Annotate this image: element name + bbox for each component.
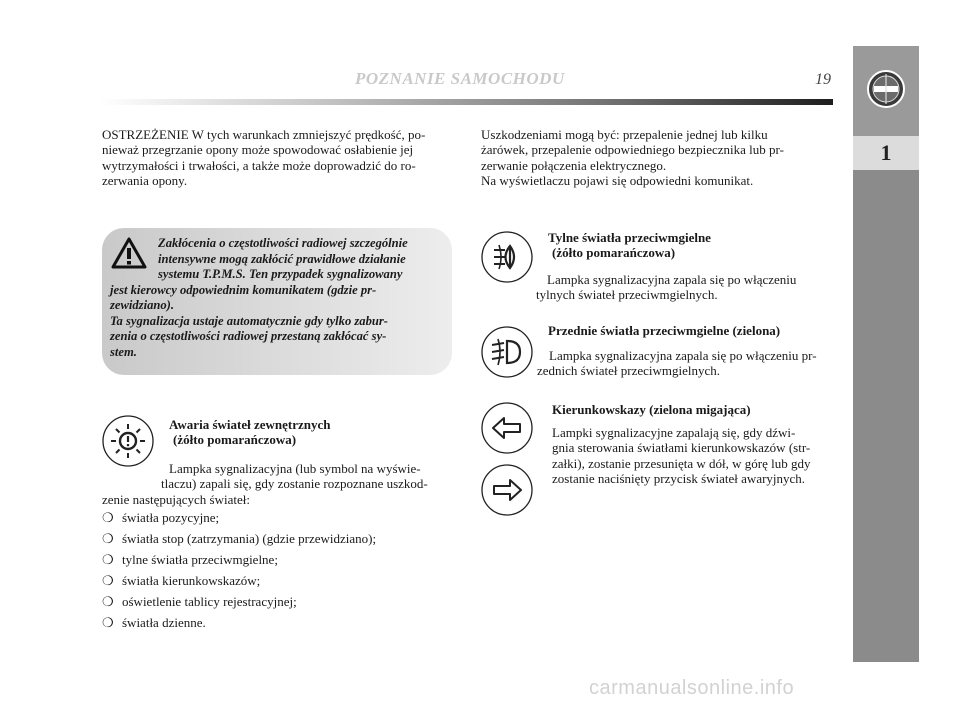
warning-box-text-indented xyxy=(158,236,446,283)
rear-fog-body-indented: Lampka sygnalizacyjna zapala się po włączeniu xyxy=(547,272,797,287)
text-line: tlaczu) zapali się, gdy zostanie rozpoznane uszkod- xyxy=(161,476,428,492)
front-fog-heading: Przednie światła przeciwmgielne (zielona) xyxy=(548,323,781,338)
text-line: zewidziano). xyxy=(110,298,175,312)
footer-watermark: carmanualsonline.info xyxy=(589,677,795,699)
left-turn-signal-icon xyxy=(480,401,534,455)
bullet: ❍ xyxy=(102,573,114,588)
rear-fog-subheading: (żółto pomarańczowa) xyxy=(552,245,676,261)
exterior-lights-body: zenie następujących świateł: xyxy=(102,491,250,507)
rear-fog-light-icon xyxy=(480,230,534,284)
text-line: gnia sterowania światłami kierunkowskazów (str- xyxy=(552,440,811,456)
text-line: Lampka sygnalizacyjna (lub symbol na wyświe- xyxy=(169,461,421,476)
right-turn-signal-icon xyxy=(480,463,534,517)
rear-fog-heading: Tylne światła przeciwmgielne xyxy=(548,230,711,245)
list-item-text: oświetlenie tablicy rejestracyjnej; xyxy=(122,594,297,609)
bullet: ❍ xyxy=(102,531,114,546)
text-line: nieważ przegrzanie opony może spowodować osłabienie jej xyxy=(102,142,414,158)
text-line: zerwanie połączenia elektrycznego. xyxy=(481,157,667,173)
text-line: OSTRZEŻENIE W tych warunkach zmniejszyć prędkość, po- xyxy=(102,127,426,142)
front-fog-body: zednich świateł przeciwmgielnych. xyxy=(537,363,721,379)
turn-signals-body xyxy=(552,425,833,487)
text-line: stem. xyxy=(110,344,137,359)
bullet: ❍ xyxy=(102,594,114,609)
warning-box-text xyxy=(110,283,446,361)
bullet: ❍ xyxy=(102,552,114,567)
page-number: 19 xyxy=(815,71,831,88)
list-item xyxy=(102,615,206,631)
text-line: zostanie naciśnięty przycisk świateł awaryjnych. xyxy=(552,471,806,487)
front-fog-light-icon xyxy=(480,325,534,379)
list-item xyxy=(102,573,260,589)
bullet: ❍ xyxy=(102,510,114,525)
bullet: ❍ xyxy=(102,615,114,630)
rear-fog-body: tylnych świateł przeciwmgielnych. xyxy=(536,287,718,303)
text-line: systemu T.P.M.S. Ten przypadek sygnalizowany xyxy=(158,267,403,281)
text-line: zerwania opony. xyxy=(102,173,188,189)
header-rule xyxy=(100,99,833,105)
failure-causes-paragraph xyxy=(481,127,833,189)
tire-warning-paragraph xyxy=(102,127,452,189)
list-item-text: światła kierunkowskazów; xyxy=(122,573,261,588)
text-line: Ta sygnalizacja ustaje automatycznie gdy tylko zabur- xyxy=(110,313,389,328)
warning-triangle-icon xyxy=(111,237,147,269)
text-line: wytrzymałości i trwałości, a także może doprowadzić do ro- xyxy=(102,157,416,173)
text-line: jest kierowcy odpowiednim komunikatem (gdzie pr- xyxy=(110,282,377,297)
exterior-lights-body-indented xyxy=(161,461,452,492)
text-line: zenia o częstotliwości radiowej przestaną zakłócać sy- xyxy=(110,329,387,343)
text-line: intensywne mogą zakłócić prawidłowe działanie xyxy=(158,251,406,266)
text-line: żarówek, przepalenie odpowiedniego bezpiecznika lub pr- xyxy=(481,142,784,158)
list-item xyxy=(102,510,219,526)
text-line: Lampki sygnalizacyjne zapalają się, gdy dźwi- xyxy=(552,425,796,440)
exterior-lights-heading: Awaria świateł zewnętrznych xyxy=(169,417,331,432)
list-item-text: tylne światła przeciwmgielne; xyxy=(122,552,278,567)
list-item xyxy=(102,594,297,610)
turn-signals-heading: Kierunkowskazy (zielona migająca) xyxy=(552,402,751,417)
exterior-light-failure-icon xyxy=(101,414,155,468)
list-item-text: światła pozycyjne; xyxy=(122,510,220,525)
running-header-title: POZNANIE SAMOCHODU xyxy=(355,69,565,88)
list-item-text: światła stop (zatrzymania) (gdzie przewidziano); xyxy=(122,531,377,546)
front-fog-body-indented: Lampka sygnalizacyjna zapala się po włączeniu pr- xyxy=(549,348,817,363)
text-line: załki), zostanie przesunięta w dół, w górę lub gdy xyxy=(552,455,811,471)
text-line: Na wyświetlaczu pojawi się odpowiedni komunikat. xyxy=(481,173,754,189)
chapter-number: 1 xyxy=(853,136,919,170)
text-line: Uszkodzeniami mogą być: przepalenie jednej lub kilku xyxy=(481,127,768,142)
exterior-lights-subheading: (żółto pomarańczowa) xyxy=(173,432,297,448)
list-item xyxy=(102,531,376,547)
list-item-text: światła dzienne. xyxy=(122,615,206,630)
lancia-logo-icon xyxy=(866,69,906,109)
list-item xyxy=(102,552,278,568)
text-line: Zakłócenia o częstotliwości radiowej szczególnie xyxy=(158,236,408,250)
